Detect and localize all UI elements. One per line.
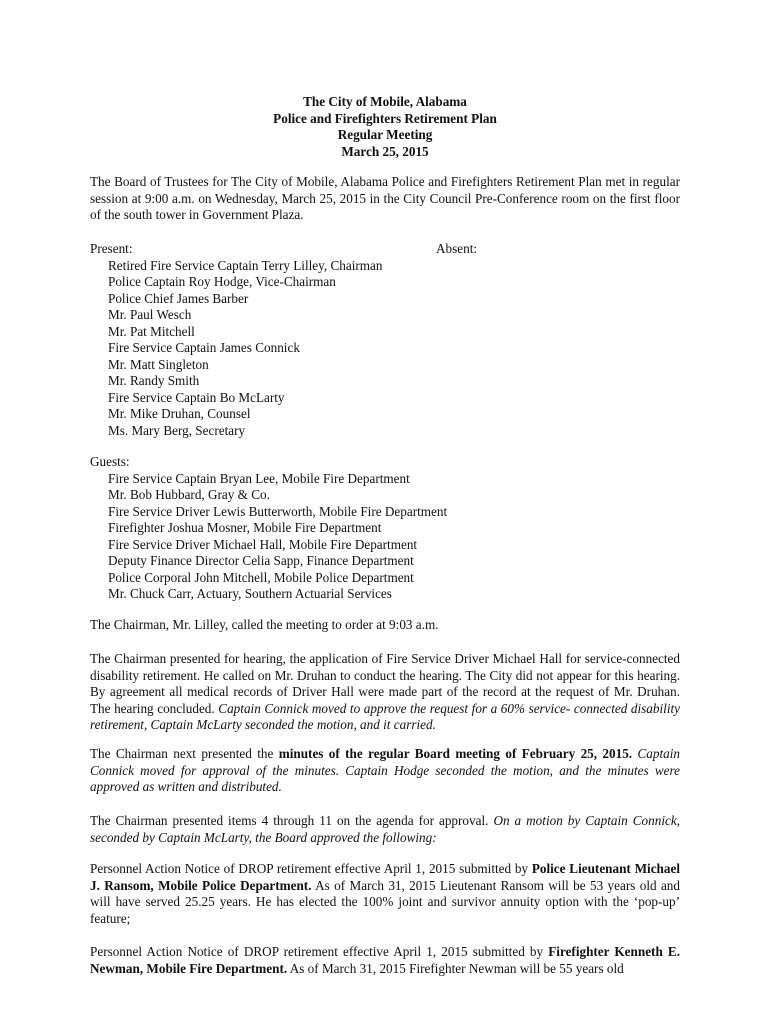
present-member: Police Captain Roy Hodge, Vice-Chairman: [108, 274, 336, 289]
guests-section: [90, 454, 680, 603]
guest: Fire Service Driver Lewis Butterworth, Mobile Fire Department: [108, 503, 448, 519]
action-notice-name: Police Lieutenant Michael J. Ransom, Mobile Police Department.: [90, 861, 680, 893]
action-notice-text: Personnel Action Notice of DROP retirement effective April 1, 2015 submitted by: [90, 861, 532, 876]
present-member: Police Chief James Barber: [108, 290, 249, 306]
agenda-motion: On a motion by Captain Connick, seconded by Captain McLarty, the Board approved the following:: [90, 813, 680, 845]
agenda-text: The Chairman presented items 4 through 11 on the agenda for approval.: [90, 813, 489, 828]
hearing-paragraph: [90, 651, 680, 734]
call-to-order: The Chairman, Mr. Lilley, called the meeting to order at 9:03 a.m.: [90, 617, 439, 632]
present-member: Fire Service Captain James Connick: [108, 340, 300, 355]
present-member: Retired Fire Service Captain Terry Lilley, Chairman: [108, 257, 383, 273]
minutes-motion: Captain Connick moved for approval of the minutes. Captain Hodge seconded the motion, and the minutes were approved as written and distributed.: [90, 746, 680, 795]
guest: Fire Service Driver Michael Hall, Mobile Fire Department: [108, 536, 418, 552]
present-member: Mr. Matt Singleton: [108, 356, 209, 372]
agenda-paragraph: [90, 813, 680, 846]
header-date: March 25, 2015: [341, 143, 429, 159]
guest: Mr. Bob Hubbard, Gray & Co.: [108, 487, 270, 502]
present-member: Mr. Pat Mitchell: [108, 323, 195, 339]
present-member: Fire Service Captain Bo McLarty: [108, 389, 285, 405]
header-meeting-type: Regular Meeting: [337, 127, 433, 143]
absent-label: Absent:: [436, 241, 478, 256]
intro-paragraph: The Board of Trustees for The City of Mobile, Alabama Police and Firefighters Retirement Plan met in regular session at 9:00 a.m. on Wednesday, March 25, 2015 in the City Council Pre-Conference room on the first floor of the south tower in Government Plaza.: [90, 174, 680, 223]
document-header: [0, 94, 770, 160]
action-notice-details: As of March 31, 2015 Firefighter Newman will be 55 years old: [287, 960, 624, 976]
guest: Police Corporal John Mitchell, Mobile Police Department: [108, 569, 414, 585]
present-member: Ms. Mary Berg, Secretary: [108, 422, 246, 438]
minutes-paragraph: [90, 746, 680, 796]
action-notice-ransom: [90, 861, 680, 927]
header-plan: Police and Firefighters Retirement Plan: [273, 110, 497, 126]
present-member: Mr. Randy Smith: [108, 373, 200, 388]
action-notice-details: As of March 31, 2015 Lieutenant Ransom will be 53 years old and will have served 25.25 years. He has elected the 100% joint and survivor annuity option with the ‘pop-up’ feature;: [90, 877, 680, 926]
action-notice-text: Personnel Action Notice of DROP retirement effective April 1, 2015 submitted by: [90, 944, 549, 959]
action-notice-name: Firefighter Kenneth E. Newman, Mobile Fire Department.: [90, 944, 680, 976]
minutes-text: The Chairman next presented the: [90, 746, 279, 761]
guest: Deputy Finance Director Celia Sapp, Finance Department: [108, 553, 414, 568]
present-section: [90, 241, 680, 439]
present-list: [90, 258, 680, 440]
action-notice-newman: [90, 944, 680, 977]
present-member: Mr. Paul Wesch: [108, 307, 192, 322]
guests-list: [90, 471, 680, 603]
guest: Mr. Chuck Carr, Actuary, Southern Actuarial Services: [108, 586, 392, 601]
present-label: Present:: [90, 241, 133, 256]
guests-label: Guests:: [90, 454, 130, 469]
hearing-text: The Chairman presented for hearing, the application of Fire Service Driver Michael Hall for service-connected disability retirement. He called on Mr. Druhan to conduct the hearing. The City did not appear for this hearing. By agreement all medical records of Driver Hall were made part of the record at the request of Mr. Druhan. The hearing concluded.: [90, 651, 680, 716]
guest: Firefighter Joshua Mosner, Mobile Fire Department: [108, 520, 382, 535]
guest: Fire Service Captain Bryan Lee, Mobile Fire Department: [108, 470, 410, 486]
present-member: Mr. Mike Druhan, Counsel: [108, 406, 251, 421]
header-city: The City of Mobile, Alabama: [303, 94, 467, 109]
minutes-reference: minutes of the regular Board meeting of February 25, 2015.: [278, 746, 633, 761]
hearing-motion: Captain Connick moved to approve the request for a 60% service- connected disability retirement, Captain McLarty seconded the motion, and it carried.: [90, 700, 680, 733]
